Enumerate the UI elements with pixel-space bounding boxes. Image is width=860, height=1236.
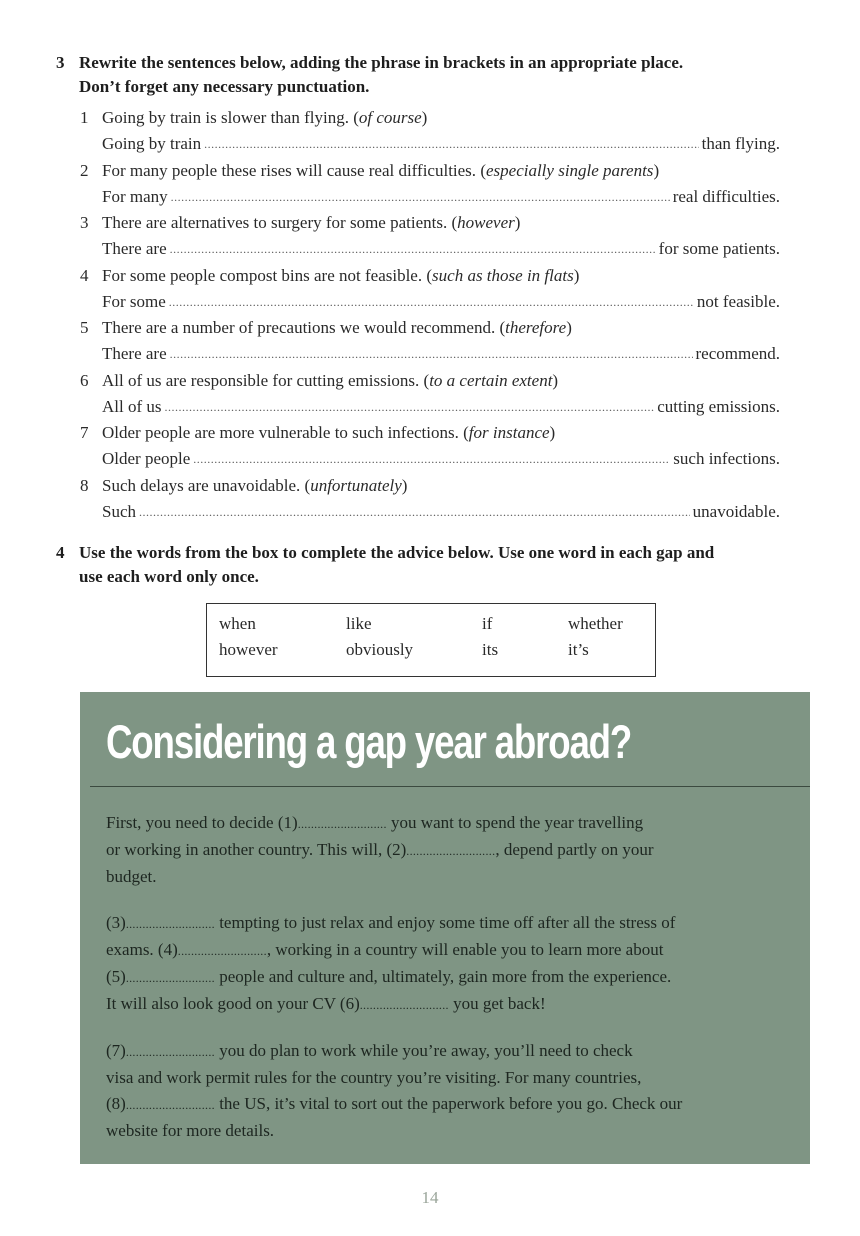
item-sentence: All of us are responsible for cutting emissions. (to a certain extent) (102, 370, 559, 390)
bracket-phrase: unfortunately (310, 475, 402, 495)
item-number: 5 (80, 318, 89, 337)
bracket-phrase: however (457, 213, 515, 232)
exercise-3-items (80, 108, 780, 528)
gap-8[interactable]: ........................... (125, 1098, 215, 1112)
item-number: 4 (80, 265, 89, 285)
gap-3[interactable]: ........................... (125, 917, 215, 931)
exercise-4-number: 4 (56, 543, 65, 562)
gap-5[interactable]: ........................... (125, 971, 215, 985)
item-number: 2 (80, 160, 89, 180)
answer-end: unavoidable. (692, 501, 780, 521)
box-word: it’s (568, 640, 589, 659)
answer-start: All of us (102, 396, 162, 416)
answer-end: for some patients. (658, 239, 780, 258)
exercise-4-text: Use the words from the box to complete the advice below. Use one word in each gap and use each word only once. (79, 543, 715, 586)
gap-1[interactable]: ........................... (297, 817, 387, 831)
bracket-phrase: of course (358, 108, 422, 127)
item-sentence: Older people are more vulnerable to such infections. (for instance) (102, 423, 556, 442)
answer-start: There are (102, 239, 167, 258)
box-word: when (219, 614, 256, 633)
answer-line[interactable] (102, 397, 780, 417)
answer-line[interactable] (102, 187, 780, 207)
box-word: like (346, 614, 372, 633)
answer-start: For many (102, 186, 168, 206)
answer-start: For some (102, 291, 166, 311)
answer-blank[interactable] (139, 502, 690, 522)
page-number: 14 (421, 1188, 439, 1207)
paragraph-3: (7)........................... you do plan to work while you’re away, you’ll need to check visa and work permit rules for the country you’re visiting. For many countries, (8)........................... the US, it’s vital to sort out the paperwork before you go. Check our website for more details. (106, 1041, 683, 1140)
answer-line[interactable] (102, 502, 780, 522)
gap-7[interactable]: ........................... (125, 1045, 215, 1059)
exercise-3-number: 3 (56, 53, 65, 72)
answer-start: Older people (102, 449, 191, 468)
bracket-phrase: especially single parents (485, 160, 654, 180)
gap-2[interactable]: ........................... (406, 844, 496, 858)
exercise-item (80, 476, 780, 529)
answer-end: real difficulties. (672, 186, 780, 206)
bracket-phrase: for instance (468, 423, 550, 442)
paragraph-1: First, you need to decide (1)........................... you want to spend the year travelling or working in another country. This will, (2)..........................., depend partly on your budget. (106, 813, 654, 886)
bracket-phrase: to a certain extent (429, 370, 553, 390)
answer-end: than flying. (701, 134, 780, 153)
answer-line[interactable] (102, 239, 780, 259)
answer-start: Such (102, 501, 136, 521)
item-sentence: For many people these rises will cause real difficulties. (especially single parents) (102, 160, 660, 180)
answer-end: cutting emissions. (657, 396, 780, 416)
answer-line[interactable] (102, 292, 780, 312)
item-sentence: There are alternatives to surgery for some patients. (however) (102, 213, 521, 232)
gap-4[interactable]: ........................... (177, 944, 267, 958)
answer-blank[interactable] (170, 344, 693, 364)
box-word: whether (568, 614, 623, 633)
item-number: 1 (80, 108, 89, 127)
article-panel (80, 692, 810, 1164)
box-word: its (482, 640, 499, 659)
paragraph-2: (3)........................... tempting to just relax and enjoy some time off after all the stress of exams. (4)..........................., working in a country will enable you to learn more about (5)........................... people and culture and, ultimately, gain more from the experience. It will also look good on your CV (6)........................... you get back! (106, 913, 676, 1013)
box-word: however (219, 640, 278, 659)
exercise-item (80, 213, 780, 266)
answer-line[interactable] (102, 344, 780, 364)
bracket-phrase: therefore (505, 318, 567, 337)
word-box (206, 603, 656, 677)
answer-end: not feasible. (696, 291, 780, 311)
answer-start: There are (102, 344, 167, 363)
item-sentence: Going by train is slower than flying. (of course) (102, 108, 428, 127)
item-number: 3 (80, 213, 89, 232)
item-sentence: There are a number of precautions we would recommend. (therefore) (102, 318, 572, 337)
answer-blank[interactable] (170, 239, 656, 259)
item-number: 8 (80, 475, 89, 495)
item-number: 7 (80, 423, 89, 442)
answer-blank[interactable] (169, 292, 694, 312)
item-sentence: For some people compost bins are not feasible. (such as those in flats) (102, 265, 580, 285)
exercise-3-text: Rewrite the sentences below, adding the phrase in brackets in an appropriate place. Don’t forget any necessary punctuation. (79, 53, 684, 96)
exercise-item (80, 266, 780, 319)
title-divider (90, 786, 810, 787)
answer-line[interactable] (102, 449, 780, 469)
item-sentence: Such delays are unavoidable. (unfortunately) (102, 475, 408, 495)
bracket-phrase: such as those in flats (432, 265, 574, 285)
box-word: if (482, 614, 493, 633)
exercise-item (80, 371, 780, 424)
box-word: obviously (346, 640, 414, 659)
answer-end: such infections. (673, 449, 780, 468)
gap-6[interactable]: ........................... (359, 998, 449, 1012)
answer-blank[interactable] (165, 397, 655, 417)
answer-end: recommend. (695, 344, 780, 363)
article-title: Considering a gap year abroad? (106, 715, 632, 768)
answer-line[interactable] (102, 134, 780, 154)
item-number: 6 (80, 370, 89, 390)
exercise-item (80, 318, 780, 371)
exercise-item (80, 108, 780, 161)
exercise-item (80, 423, 780, 476)
answer-blank[interactable] (193, 449, 670, 469)
answer-start: Going by train (102, 134, 202, 153)
exercise-item (80, 161, 780, 214)
answer-blank[interactable] (204, 134, 698, 154)
answer-blank[interactable] (171, 187, 670, 207)
